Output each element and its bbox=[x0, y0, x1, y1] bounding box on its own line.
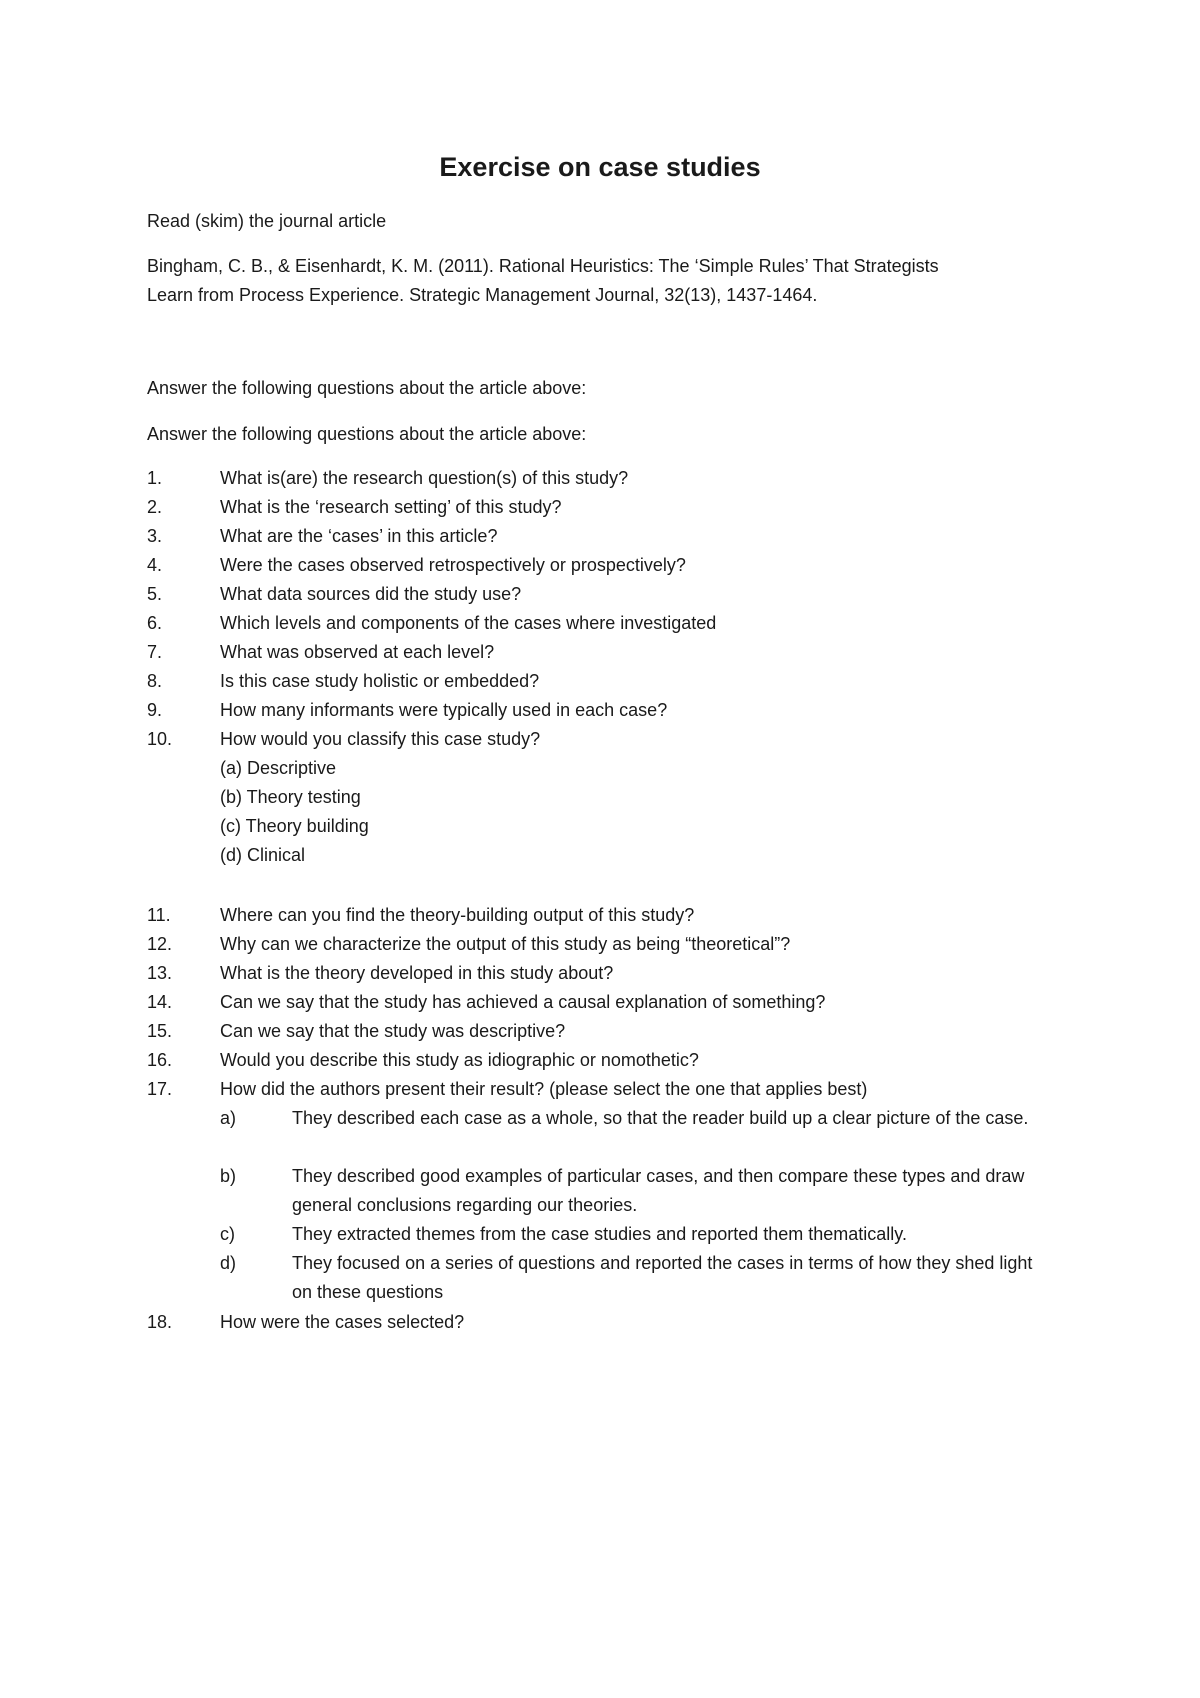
question-12 bbox=[147, 932, 790, 956]
question-number: 2. bbox=[147, 497, 163, 517]
question-number: 17. bbox=[147, 1079, 173, 1099]
question-text: Which levels and components of the cases where investigated bbox=[220, 613, 717, 633]
question-number: 9. bbox=[147, 700, 163, 720]
question-11 bbox=[147, 903, 694, 927]
page-title: Exercise on case studies bbox=[439, 152, 761, 182]
question-text: Is this case study holistic or embedded? bbox=[220, 671, 540, 691]
question-number: 14. bbox=[147, 992, 173, 1012]
question-number: 3. bbox=[147, 526, 163, 546]
question-13 bbox=[147, 961, 613, 985]
question-text: Were the cases observed retrospectively or prospectively? bbox=[220, 555, 686, 575]
question-2 bbox=[147, 495, 562, 519]
option-letter: b) bbox=[220, 1166, 237, 1186]
question-number: 4. bbox=[147, 555, 163, 575]
question-number: 7. bbox=[147, 642, 163, 662]
instruction-2: Answer the following questions about the article above: bbox=[147, 424, 587, 444]
question-text: What is the theory developed in this study about? bbox=[220, 963, 614, 983]
option-text: They focused on a series of questions and reported the cases in terms of how they shed light on these questions bbox=[292, 1253, 1033, 1302]
question-text: Can we say that the study was descriptive? bbox=[220, 1021, 566, 1041]
question-6 bbox=[147, 611, 716, 635]
q17-option-a bbox=[220, 1104, 1050, 1133]
question-number: 8. bbox=[147, 671, 163, 691]
question-1 bbox=[147, 466, 628, 490]
question-text: How would you classify this case study? bbox=[220, 729, 541, 749]
question-text: What was observed at each level? bbox=[220, 642, 495, 662]
question-7 bbox=[147, 640, 494, 664]
question-text: What are the ‘cases’ in this article? bbox=[220, 526, 498, 546]
question-text: Why can we characterize the output of this study as being “theoretical”? bbox=[220, 934, 791, 954]
option-letter: d) bbox=[220, 1253, 237, 1273]
question-number: 6. bbox=[147, 613, 163, 633]
question-text: How did the authors present their result? (please select the one that applies best) bbox=[220, 1079, 868, 1099]
q10-option-b: (b) Theory testing bbox=[220, 787, 361, 807]
q17-option-c bbox=[220, 1220, 1050, 1249]
instruction-1: Answer the following questions about the article above: bbox=[147, 378, 587, 398]
question-17 bbox=[147, 1077, 867, 1101]
question-number: 11. bbox=[147, 905, 171, 925]
question-number: 16. bbox=[147, 1050, 173, 1070]
question-number: 18. bbox=[147, 1312, 173, 1332]
question-8 bbox=[147, 669, 539, 693]
question-number: 10. bbox=[147, 729, 173, 749]
question-text: What is(are) the research question(s) of this study? bbox=[220, 468, 629, 488]
question-number: 12. bbox=[147, 934, 173, 954]
question-number: 1. bbox=[147, 468, 163, 488]
option-text: They described good examples of particular cases, and then compare these types and draw general conclusions regarding our theories. bbox=[292, 1166, 1025, 1215]
question-text: What is the ‘research setting’ of this study? bbox=[220, 497, 562, 517]
option-text: They described each case as a whole, so that the reader build up a clear picture of the case. bbox=[292, 1108, 1029, 1128]
citation-line-2: Learn from Process Experience. Strategic Management Journal, 32(13), 1437-1464. bbox=[147, 285, 818, 305]
question-4 bbox=[147, 553, 686, 577]
q10-option-c: (c) Theory building bbox=[220, 816, 369, 836]
q10-option-a: (a) Descriptive bbox=[220, 758, 337, 778]
question-18 bbox=[147, 1310, 464, 1334]
question-16 bbox=[147, 1048, 699, 1072]
question-text: What data sources did the study use? bbox=[220, 584, 522, 604]
intro-text: Read (skim) the journal article bbox=[147, 211, 387, 231]
question-text: How were the cases selected? bbox=[220, 1312, 465, 1332]
question-9 bbox=[147, 698, 667, 722]
option-letter: a) bbox=[220, 1108, 237, 1128]
question-5 bbox=[147, 582, 521, 606]
question-14 bbox=[147, 990, 825, 1014]
question-number: 13. bbox=[147, 963, 173, 983]
question-text: Can we say that the study has achieved a causal explanation of something? bbox=[220, 992, 826, 1012]
q17-option-b bbox=[220, 1162, 1050, 1220]
citation-line-1: Bingham, C. B., & Eisenhardt, K. M. (2011). Rational Heuristics: The ‘Simple Rules’ That Strategists bbox=[147, 256, 939, 276]
option-letter: c) bbox=[220, 1224, 235, 1244]
question-3 bbox=[147, 524, 497, 548]
question-number: 5. bbox=[147, 584, 163, 604]
question-15 bbox=[147, 1019, 565, 1043]
question-text: Would you describe this study as idiographic or nomothetic? bbox=[220, 1050, 699, 1070]
question-text: How many informants were typically used in each case? bbox=[220, 700, 668, 720]
q17-option-d bbox=[220, 1249, 1050, 1307]
question-10 bbox=[147, 727, 540, 751]
question-number: 15. bbox=[147, 1021, 173, 1041]
question-text: Where can you find the theory-building output of this study? bbox=[220, 905, 695, 925]
option-text: They extracted themes from the case studies and reported them thematically. bbox=[292, 1224, 907, 1244]
q10-option-d: (d) Clinical bbox=[220, 845, 306, 865]
